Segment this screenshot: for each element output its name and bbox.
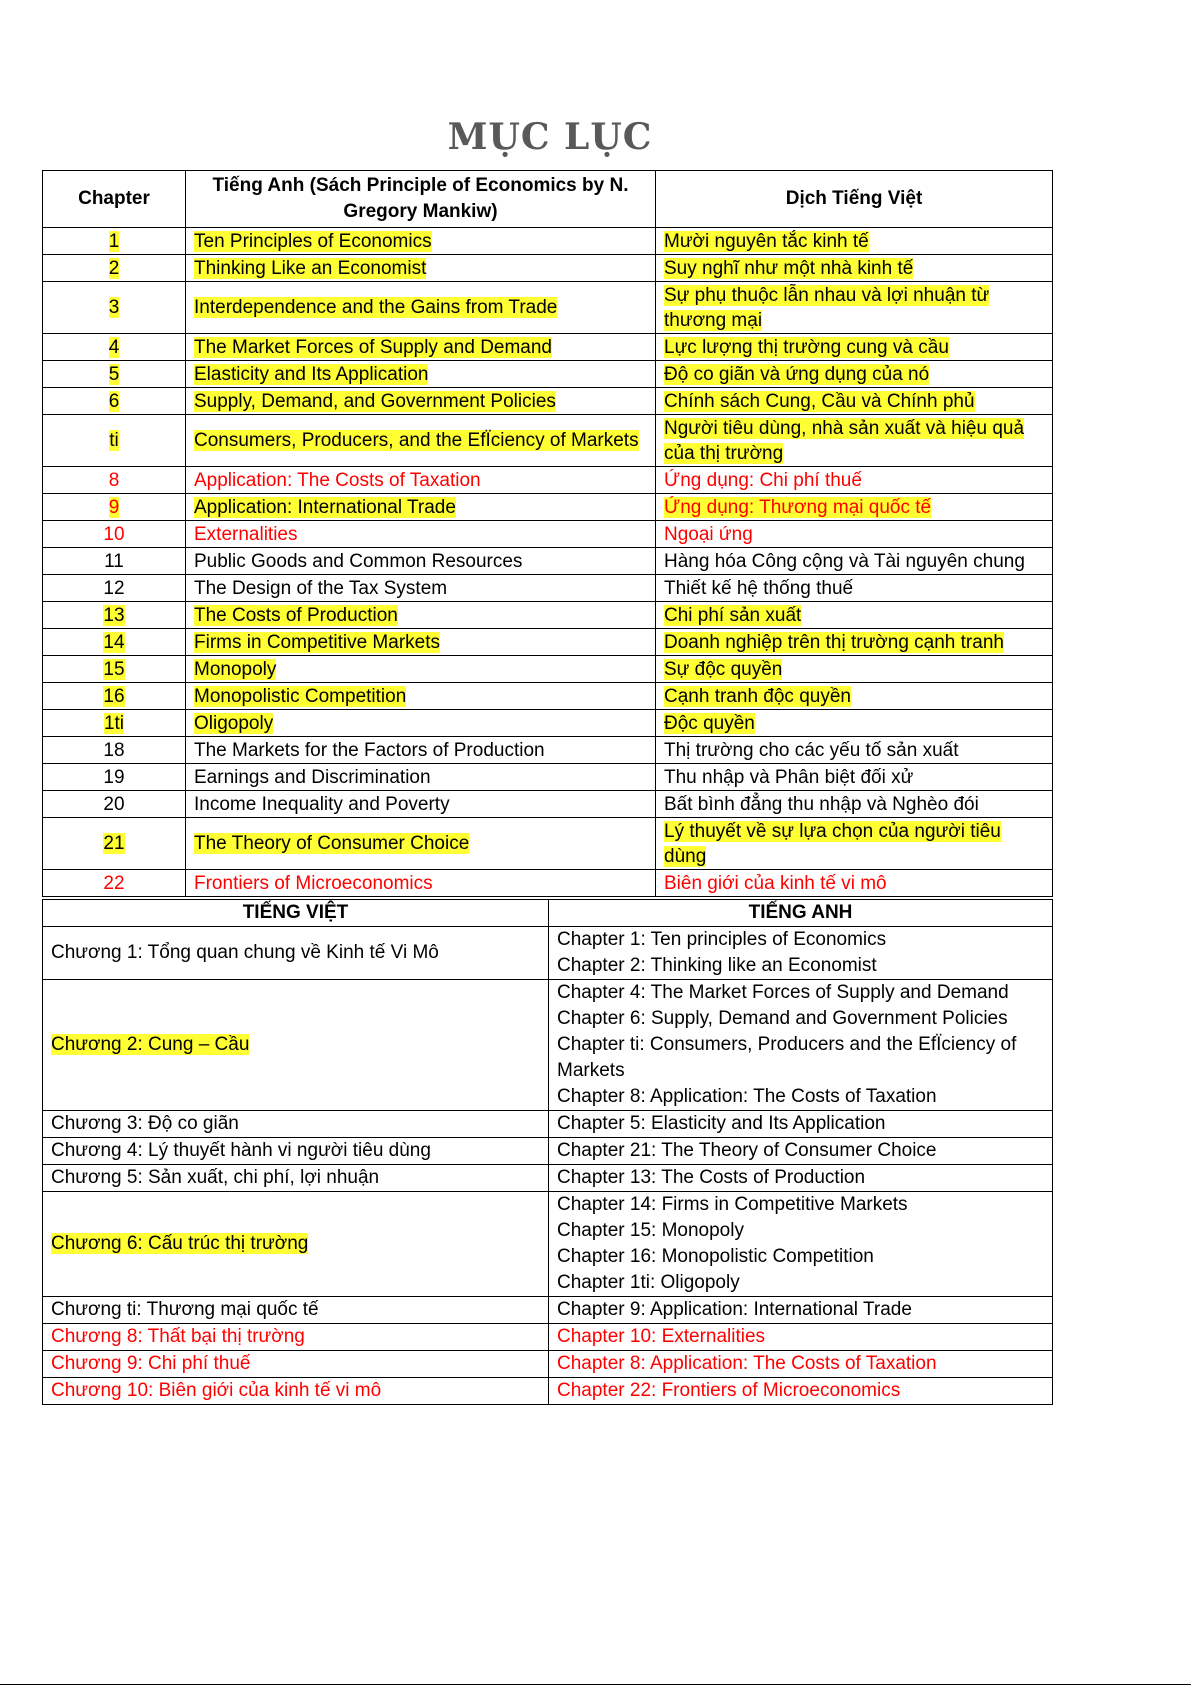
english-title: The Theory of Consumer Choice: [194, 833, 470, 854]
table-row: [43, 1351, 1053, 1378]
english-chapter: Chapter 10: Externalities: [557, 1326, 766, 1347]
vietnamese-title: Độ co giãn và ứng dụng của nó: [664, 363, 930, 385]
english-title: Monopoly: [194, 658, 277, 680]
english-title: Firms in Competitive Markets: [194, 631, 440, 653]
page-title: MỤC LỤC: [447, 116, 653, 158]
english-chapter: Chapter 4: The Market Forces of Supply and Demand: [557, 982, 1009, 1003]
chapter-number: 4: [108, 336, 120, 358]
vietnamese-title: Suy nghĩ như một nhà kinh tế: [664, 257, 914, 279]
chapter-number: 1: [108, 230, 120, 252]
chapter-number: 10: [103, 523, 125, 545]
english-title: Thinking Like an Economist: [194, 257, 427, 279]
table-row: [43, 1138, 1053, 1165]
vietnamese-title: Ứng dụng: Chi phí thuế: [664, 469, 862, 491]
chapter-number: 13: [103, 604, 125, 626]
table-row: [43, 1324, 1053, 1351]
vietnamese-title: Sự độc quyền: [664, 658, 783, 680]
mapping-table-header: [43, 900, 1053, 927]
table-row: [43, 228, 1053, 255]
english-title: Interdependence and the Gains from Trade: [194, 297, 558, 318]
vietnamese-chapter: Chương 2: Cung – Cầu: [51, 1034, 250, 1055]
chapter-table-header: [43, 171, 1053, 228]
english-title: The Market Forces of Supply and Demand: [194, 336, 553, 358]
vietnamese-title: Ngoại ứng: [664, 523, 753, 545]
table-row: [43, 1192, 1053, 1297]
vietnamese-title: Thiết kế hệ thống thuế: [664, 577, 854, 599]
table-row: [43, 629, 1053, 656]
table-row: [43, 818, 1053, 870]
english-title: Consumers, Producers, and the EfÏciency of Markets: [194, 430, 639, 451]
english-title: Public Goods and Common Resources: [194, 550, 523, 572]
vietnamese-title: Thị trường cho các yếu tố sản xuất: [664, 739, 959, 761]
vietnamese-title: Ứng dụng: Thương mại quốc tế: [664, 496, 932, 518]
table-row: [43, 1297, 1053, 1324]
chapter-number: 12: [103, 577, 125, 599]
chapter-number: 21: [103, 833, 125, 854]
english-title: The Costs of Production: [194, 604, 398, 626]
vietnamese-chapter: Chương ti: Thương mại quốc tế: [51, 1299, 319, 1320]
vietnamese-chapter: Chương 9: Chi phí thuế: [51, 1353, 251, 1374]
vietnamese-chapter: Chương 3: Độ co giãn: [51, 1113, 239, 1134]
vietnamese-title: Thu nhập và Phân biệt đối xử: [664, 766, 914, 788]
english-chapter: Chapter 15: Monopoly: [557, 1220, 744, 1241]
vietnamese-title: Biên giới của kinh tế vi mô: [664, 872, 887, 894]
english-title: Earnings and Discrimination: [194, 766, 431, 788]
chapter-number: 11: [104, 550, 124, 572]
chapter-number: 18: [103, 739, 125, 761]
vietnamese-chapter: Chương 5: Sản xuất, chi phí, lợi nhuận: [51, 1167, 380, 1188]
header-english: Tiếng Anh (Sách Principle of Economics by N. Gregory Mankiw): [186, 171, 656, 228]
english-chapter: Chapter 8: Application: The Costs of Taxation: [557, 1086, 937, 1107]
table-row: [43, 1378, 1053, 1405]
table-row: [43, 791, 1053, 818]
english-chapter: Chapter 9: Application: International Trade: [557, 1299, 912, 1320]
table-row: [43, 361, 1053, 388]
table-row: [43, 1111, 1053, 1138]
table-row: [43, 980, 1053, 1111]
english-chapter: Chapter 1ti: Oligopoly: [557, 1272, 740, 1293]
english-chapter: Chapter 6: Supply, Demand and Government Policies: [557, 1008, 1008, 1029]
english-chapter: Chapter 13: The Costs of Production: [557, 1167, 866, 1188]
chapter-number: 9: [108, 496, 120, 518]
english-title: Income Inequality and Poverty: [194, 793, 450, 815]
chapter-number: 5: [108, 363, 120, 385]
english-chapter: Chapter 22: Frontiers of Microeconomics: [557, 1380, 901, 1401]
english-title: Frontiers of Microeconomics: [194, 872, 433, 894]
table-row: [43, 710, 1053, 737]
table-row: [43, 927, 1053, 980]
table-row: [43, 467, 1053, 494]
vietnamese-title: Người tiêu dùng, nhà sản xuất và hiệu quả của thị trường: [664, 417, 1025, 464]
header-vietnamese: Dịch Tiếng Việt: [656, 171, 1053, 228]
chapter-number: 8: [108, 469, 120, 491]
table-row: [43, 494, 1053, 521]
table-row: [43, 737, 1053, 764]
english-title: Monopolistic Competition: [194, 685, 407, 707]
table-row: [43, 388, 1053, 415]
chapter-table: [42, 170, 1053, 897]
vietnamese-chapter: Chương 1: Tổng quan chung về Kinh tế Vi Mô: [51, 942, 439, 963]
mapping-table: [42, 899, 1053, 1405]
vietnamese-title: Cạnh tranh độc quyền: [664, 685, 851, 707]
vietnamese-title: Lực lượng thị trường cung và cầu: [664, 336, 949, 358]
chapter-number: 3: [108, 297, 120, 318]
table-row: [43, 683, 1053, 710]
vietnamese-title: Sự phụ thuộc lẫn nhau và lợi nhuận từ thương mại: [664, 284, 990, 331]
table-row: [43, 764, 1053, 791]
english-title: Ten Principles of Economics: [194, 230, 432, 252]
english-title: Supply, Demand, and Government Policies: [194, 390, 556, 412]
chapter-number: 20: [103, 793, 125, 815]
table-row: [43, 521, 1053, 548]
vietnamese-title: Doanh nghiệp trên thị trường cạnh tranh: [664, 631, 1004, 653]
table-row: [43, 656, 1053, 683]
vietnamese-title: Hàng hóa Công cộng và Tài nguyên chung: [664, 550, 1025, 572]
vietnamese-title: Chi phí sản xuất: [664, 604, 802, 626]
vietnamese-title: Bất bình đẳng thu nhập và Nghèo đói: [664, 793, 979, 815]
header-tieng-anh: TIẾNG ANH: [549, 900, 1053, 927]
english-chapter: Chapter 1: Ten principles of Economics: [557, 929, 887, 950]
english-title: Application: The Costs of Taxation: [194, 469, 481, 491]
chapter-number: 16: [103, 685, 125, 707]
vietnamese-chapter: Chương 8: Thất bại thị trường: [51, 1326, 305, 1347]
english-chapter: Chapter ti: Consumers, Producers and the EfÏciency of Markets: [557, 1034, 1017, 1081]
chapter-number: 19: [103, 766, 125, 788]
chapter-number: 2: [108, 257, 120, 279]
chapter-number: 6: [108, 390, 120, 412]
vietnamese-chapter: Chương 10: Biên giới của kinh tế vi mô: [51, 1380, 382, 1401]
english-chapter: Chapter 2: Thinking like an Economist: [557, 955, 877, 976]
table-row: [43, 282, 1053, 334]
english-title: Oligopoly: [194, 712, 274, 734]
vietnamese-title: Lý thuyết về sự lựa chọn của người tiêu dùng: [664, 820, 1001, 867]
english-chapter: Chapter 14: Firms in Competitive Markets: [557, 1194, 908, 1215]
chapter-number: 14: [103, 631, 125, 653]
english-title: Application: International Trade: [194, 496, 456, 518]
header-chapter: Chapter: [43, 171, 186, 228]
header-tieng-viet: TIẾNG VIỆT: [43, 900, 549, 927]
table-row: [43, 415, 1053, 467]
english-chapter: Chapter 16: Monopolistic Competition: [557, 1246, 874, 1267]
vietnamese-title: Mười nguyên tắc kinh tế: [664, 230, 869, 252]
vietnamese-title: Độc quyền: [664, 712, 755, 734]
table-row: [43, 255, 1053, 282]
english-chapter: Chapter 21: The Theory of Consumer Choice: [557, 1140, 937, 1161]
chapter-number: 1ti: [103, 712, 125, 734]
english-title: The Markets for the Factors of Production: [194, 739, 545, 761]
table-row: [43, 870, 1053, 897]
table-row: [43, 548, 1053, 575]
table-row: [43, 575, 1053, 602]
table-row: [43, 602, 1053, 629]
vietnamese-chapter: Chương 4: Lý thuyết hành vi người tiêu dùng: [51, 1140, 431, 1161]
vietnamese-title: Chính sách Cung, Cầu và Chính phủ: [664, 390, 975, 412]
english-chapter: Chapter 5: Elasticity and Its Application: [557, 1113, 886, 1134]
table-row: [43, 334, 1053, 361]
table-row: [43, 1165, 1053, 1192]
english-title: The Design of the Tax System: [194, 577, 448, 599]
english-title: Elasticity and Its Application: [194, 363, 429, 385]
vietnamese-chapter: Chương 6: Cấu trúc thị trường: [51, 1233, 309, 1254]
chapter-number: 15: [103, 658, 125, 680]
english-chapter: Chapter 8: Application: The Costs of Taxation: [557, 1353, 937, 1374]
chapter-number: ti: [109, 430, 119, 451]
english-title: Externalities: [194, 523, 298, 545]
chapter-number: 22: [103, 872, 125, 894]
